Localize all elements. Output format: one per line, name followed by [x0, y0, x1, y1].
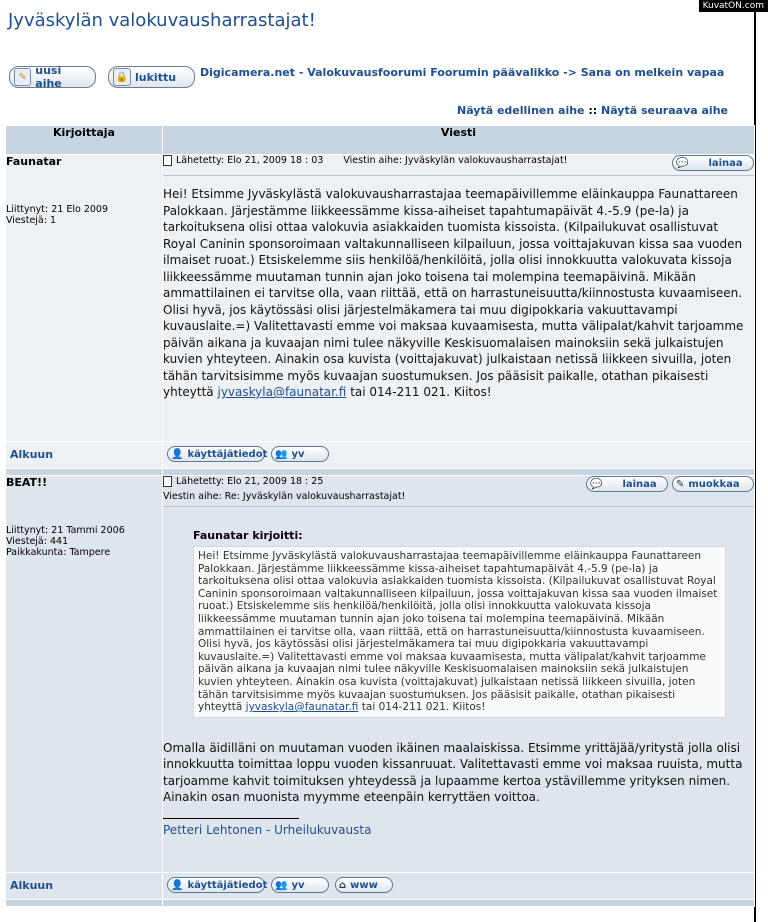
reply-body: Omalla äidilläni on muutaman vuoden ikäinen maalaiskissa. Etsimme yrittäjää/yritystä jolla olisi innokkuutta toimittaa loppu vuoden kissanruuat. Valitettavasti emme voi maksaa ruuista, mutta tarjoamme kahvit toimituksen yhteydessä ja lupaamme kertoa ystävillemme yrityksen nimen. Ainakin osan muonista myymme eteenpäin kerryttäen voittoa. [163, 740, 743, 805]
locked-button[interactable] [108, 66, 195, 88]
edit-icon: ✎ [676, 478, 685, 490]
www-label: www [350, 879, 378, 891]
top-link[interactable]: Alkuun [10, 448, 54, 461]
page-title: Jyväskylän valokuvausharrastajat! [8, 10, 316, 31]
profile-button[interactable] [167, 877, 268, 893]
row-separator [163, 900, 755, 907]
author-info [6, 525, 162, 558]
footer-author-cell [6, 873, 163, 900]
quote-tail: tai 014-211 021. Kiitos! [361, 701, 486, 714]
profile-label: käyttäjätiedot [187, 879, 268, 891]
post-date: Lähetetty: Elo 21, 2009 18 : 03 [176, 155, 324, 166]
post-icon [163, 155, 172, 166]
quote-header: Faunatar kirjoitti: [193, 529, 303, 542]
nav-separator: :: [588, 104, 598, 117]
posts-table [5, 125, 755, 907]
next-topic-link[interactable]: Näytä seuraava aihe [601, 104, 728, 117]
author-cell [6, 155, 163, 442]
author-column-header: Kirjoittaja [6, 126, 163, 155]
profile-button[interactable] [167, 446, 268, 462]
home-icon: ⌂ [339, 879, 347, 891]
pm-label: yv [291, 448, 305, 460]
quote-label: lainaa [708, 157, 743, 169]
quote-label: lainaa [622, 478, 657, 490]
quote-email-link[interactable]: jyvaskyla@faunatar.fi [245, 701, 359, 714]
author-info [6, 204, 162, 226]
prev-topic-link[interactable]: Näytä edellinen aihe [456, 104, 585, 117]
post-body-text: Hei! Etsimme Jyväskylästä valokuvausharrastajaa teemapäivillemme eläinkauppa Faunattareen Palokkaan. Järjestämme liikkeessämme kissa-aiheiset tapahtumapäivät 4.-5.9 (pe-la) ja tarkoituksena olisi ottaa valokuvia asiakkaiden tuomista kissoista. (Kilpailukuvat osallistuvat Royal Caninin sponsoroimaan valtakunnalliseen kilpailuun, jossa voittajakuvan kissa saa vuoden ilmaiset ruoat.) Etsiskelemme siis henkilöä/henkilöitä, jolla olisi innokkuutta valokuvata kissoja liikkeessämme muutaman tunnin ajan joko toisena tai molempina teemapäivinä. Mikään ammattilainen ei tarvitse olla, vaan riittää, että on harrastuneisuutta/kiinnostusta kuvaamiseen. Olisi hyvä, jos käytössäsi olisi järjestelmäkamera tai muu digipokkaria vakuuttavampi kuvauslaite.=) Valitettavasti emme voi maksaa kuvaamisesta, mutta välipalat/kahvit tarjoamme päivän aikana ja kuvaajan nimi tulee näkyville Keskisuomalaisen mainoksiin sekä julkaistujen kuvien yhteyteen. Ainakin osa kuvista (voittajakuvat) julkaistaan netissä liikkeen sivuilla, joten tähän tarvitsisimme myös kuvaajan suostumuksen. Jos pääsisit paikalle, otathan pikaisesti yhteyttä [163, 187, 744, 399]
users-icon: 👥 [275, 448, 288, 460]
pm-button[interactable] [271, 877, 329, 893]
quote-block [193, 529, 726, 718]
user-icon: 👤 [171, 879, 184, 891]
row-separator [163, 469, 755, 476]
post-header [163, 476, 754, 507]
location: Paikkakunta: Tampere [6, 547, 111, 558]
profile-label: käyttäjätiedot [187, 448, 268, 460]
email-link[interactable]: jyvaskyla@faunatar.fi [217, 385, 347, 399]
edit-label: muokkaa [688, 478, 740, 490]
user-icon: 👤 [171, 448, 184, 460]
join-date: Liittynyt: 21 Elo 2009 [6, 204, 108, 215]
post-row [6, 155, 755, 442]
signature-divider [163, 818, 299, 819]
post-subject: Viestin aihe: Jyväskylän valokuvausharrastajat! [343, 155, 568, 166]
footer-buttons-cell [163, 873, 755, 900]
post-body-tail: tai 014-211 021. Kiitos! [350, 385, 492, 399]
post-count: Viestejä: 1 [6, 215, 57, 226]
top-link[interactable]: Alkuun [10, 879, 54, 892]
topic-nav [457, 104, 728, 117]
signature [163, 818, 754, 837]
row-separator [6, 469, 163, 476]
quote-body [193, 546, 726, 718]
author-cell [6, 476, 163, 873]
quote-button[interactable] [586, 476, 668, 492]
locked-label: lukittu [135, 70, 177, 84]
pm-button[interactable] [271, 446, 329, 462]
row-separator [6, 900, 163, 907]
post-body [163, 186, 754, 401]
quote-icon: 💬 [676, 157, 689, 169]
quote-button[interactable] [672, 155, 754, 171]
author-name: BEAT!! [6, 476, 48, 489]
edit-button[interactable] [672, 476, 754, 492]
post-header [163, 155, 754, 176]
lock-icon: 🔒 [113, 68, 131, 86]
signature-text[interactable]: Petteri Lehtonen - Urheilukuvausta [163, 822, 372, 837]
breadcrumb[interactable]: Digicamera.net - Valokuvausfoorumi Foorumin päävalikko -> Sana on melkein vapaa [200, 66, 725, 79]
new-topic-button[interactable] [9, 66, 96, 88]
post-count: Viestejä: 441 [6, 536, 69, 547]
new-topic-icon: ✎ [14, 68, 31, 86]
message-cell [163, 155, 755, 442]
message-column-header: Viesti [163, 126, 755, 155]
message-cell [163, 476, 755, 873]
new-topic-label: uusi aihe [35, 64, 62, 90]
join-date: Liittynyt: 21 Tammi 2006 [6, 525, 125, 536]
pm-label: yv [291, 879, 305, 891]
post-row [6, 476, 755, 873]
watermark: KuvatON.com [699, 0, 768, 12]
quote-text: Hei! Etsimme Jyväskylästä valokuvausharrastajaa teemapäivillemme eläinkauppa Faunattareen Palokkaan. Järjestämme liikkeessämme kissa-aiheiset tapahtumapäivät 4.-5.9 (pe-la) ja tarkoituksena olisi ottaa valokuvia asiakkaiden tuomista kissoista. (Kilpailukuvat osallistuvat Royal Caninin sponsoroimaan valtakunnalliseen kilpailuun, jossa voittajakuvan kissa saa vuoden ilmaiset ruoat.) Etsiskelemme siis henkilöä/henkilöitä, jolla olisi innokkuutta valokuvata kissoja liikkeessämme muutaman tunnin ajan joko toisena tai molempina teemapäivinä. Mikään ammattilainen ei tarvitse olla, vaan riittää, että on harrastuneisuutta/kiinnostusta kuvaamiseen. Olisi hyvä, jos käytössäsi olisi järjestelmäkamera tai muu digipokkaria vakuuttavampi kuvauslaite.=) Valitettavasti emme voi maksaa kuvaamisesta, mutta välipalat/kahvit tarjoamme päivän aikana ja kuvaajan nimi tulee näkyville Keskisuomalaisen mainoksiin sekä julkaistujen kuvien yhteyteen. Ainakin osa kuvista (voittajakuvat) julkaistaan netissä liikkeen sivuilla, joten tähän tarvitsisimme myös kuvaajan suostumuksen. Jos pääsisit paikalle, otathan pikaisesti yhteyttä [198, 550, 718, 714]
footer-author-cell [6, 442, 163, 469]
post-icon [163, 476, 172, 487]
post-date: Lähetetty: Elo 21, 2009 18 : 25 [176, 476, 324, 487]
www-button[interactable] [335, 877, 393, 893]
post-subject: Viestin aihe: Re: Jyväskylän valokuvausharrastajat! [163, 491, 406, 502]
quote-icon: 💬 [590, 478, 603, 490]
users-icon: 👥 [275, 879, 288, 891]
author-name: Faunatar [6, 155, 62, 168]
footer-buttons-cell [163, 442, 755, 469]
